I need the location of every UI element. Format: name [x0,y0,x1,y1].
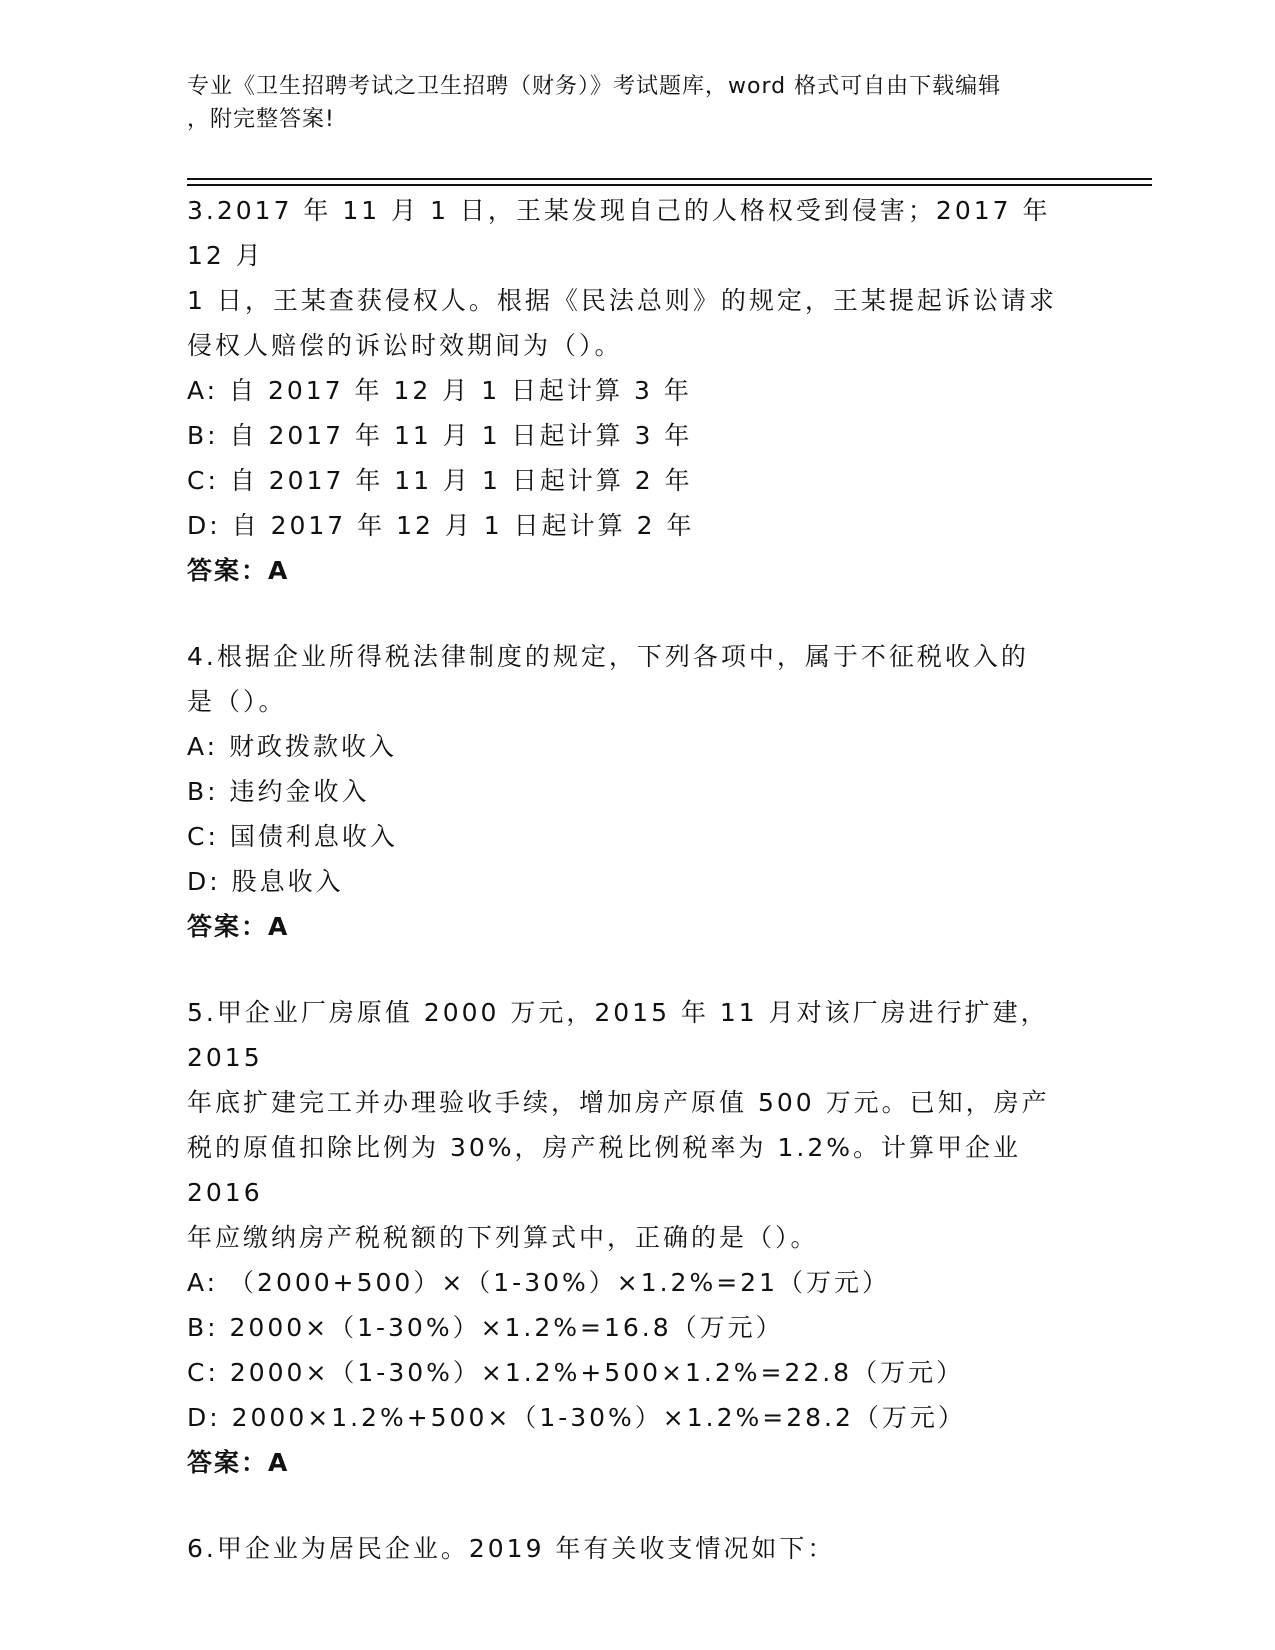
stem-line: 年应缴纳房产税税额的下列算式中，正确的是（）。 [187,1223,819,1252]
stem-line: 侵权人赔偿的诉讼时效期间为（）。 [187,331,623,360]
question-list [187,188,1087,1612]
option-a: A: 自 2017 年 12 月 1 日起计算 3 年 [187,376,692,405]
header-line-2: ，附完整答案! [187,107,335,132]
option-d: D: 股息收入 [187,867,344,896]
document-header [187,70,1067,136]
stem-line: 年底扩建完工并办理验收手续，增加房产原值 500 万元。已知，房产 [187,1088,1050,1117]
option-c: C: 2000×（1-30%）×1.2%+500×1.2%=22.8（万元） [187,1358,965,1387]
question-stem [187,188,1087,368]
question-3 [187,188,1087,593]
option-b: B: 违约金收入 [187,777,370,806]
stem-line: 是（）。 [187,687,287,716]
question-stem [187,990,1087,1260]
question-4 [187,634,1087,949]
stem-line: 3.2017 年 11 月 1 日，王某发现自己的人格权受到侵害；2017 年 12 月 [187,196,1051,270]
answer-label: 答案：A [187,1448,290,1477]
question-5 [187,990,1087,1485]
stem-line: 税的原值扣除比例为 30%，房产税比例税率为 1.2%。计算甲企业 2016 [187,1133,1021,1207]
option-a: A: 财政拨款收入 [187,732,398,761]
option-c: C: 自 2017 年 11 月 1 日起计算 2 年 [187,466,693,495]
header-line-1: 专业《卫生招聘考试之卫生招聘（财务）》考试题库，word 格式可自由下载编辑 [187,74,1002,99]
question-6 [187,1526,1087,1571]
answer-label: 答案：A [187,912,290,941]
question-stem [187,1526,1087,1571]
stem-line: 5.甲企业厂房原值 2000 万元，2015 年 11 月对该厂房进行扩建，2015 [187,998,1049,1072]
option-b: B: 2000×（1-30%）×1.2%=16.8（万元） [187,1313,784,1342]
answer-label: 答案：A [187,556,290,585]
option-d: D: 自 2017 年 12 月 1 日起计算 2 年 [187,511,695,540]
stem-line: 1 日，王某查获侵权人。根据《民法总则》的规定，王某提起诉讼请求 [187,286,1057,315]
question-stem [187,634,1087,724]
stem-line: 4.根据企业所得税法律制度的规定，下列各项中，属于不征税收入的 [187,642,1029,671]
header-divider-bottom [187,184,1152,186]
stem-line: 6.甲企业为居民企业。2019 年有关收支情况如下： [187,1534,836,1563]
header-divider-top [187,178,1152,180]
option-c: C: 国债利息收入 [187,822,398,851]
option-a: A: （2000+500）×（1-30%）×1.2%=21（万元） [187,1268,890,1297]
option-d: D: 2000×1.2%+500×（1-30%）×1.2%=28.2（万元） [187,1403,966,1432]
option-b: B: 自 2017 年 11 月 1 日起计算 3 年 [187,421,693,450]
